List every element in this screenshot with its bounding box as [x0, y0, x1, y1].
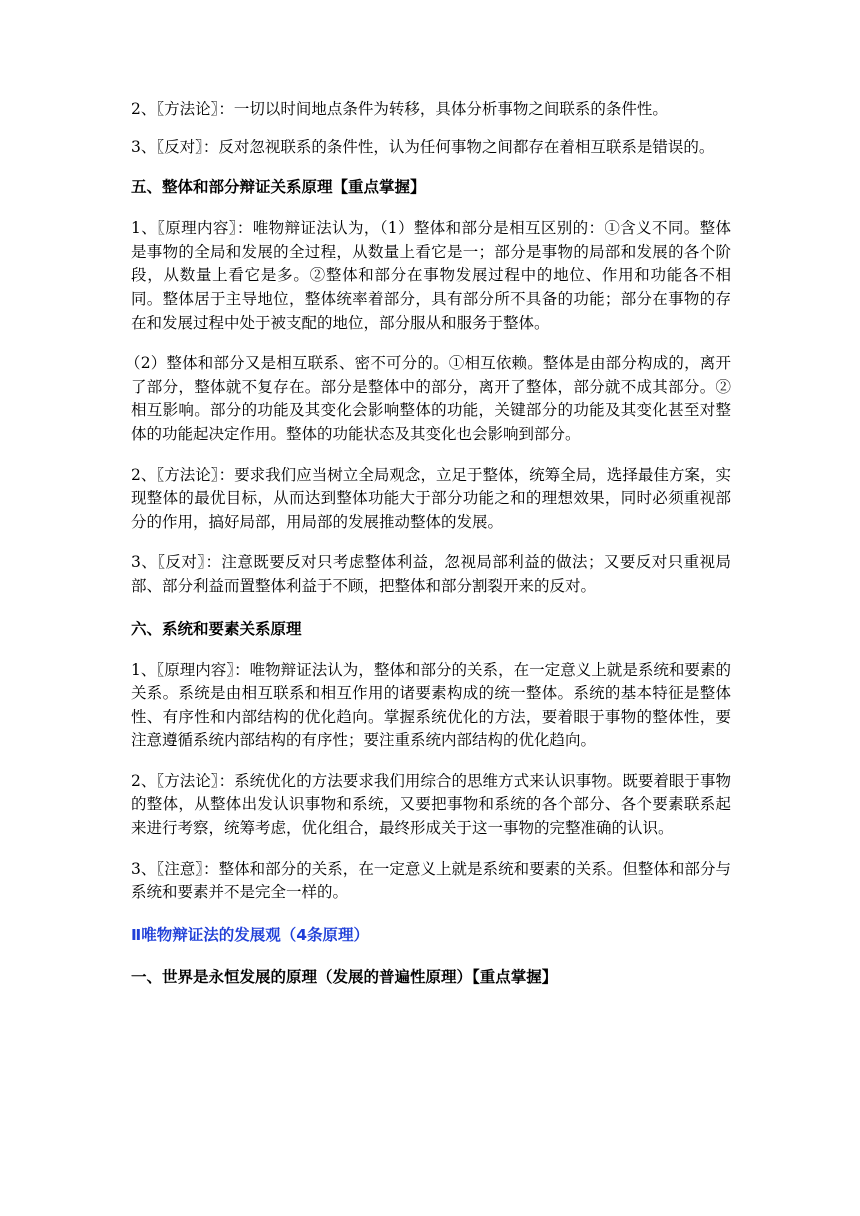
- principle-paragraph-system-element: 1、〖原理内容〗：唯物辩证法认为，整体和部分的关系，在一定意义上就是系统和要素的关系。系统是由相互联系和相互作用的诸要素构成的统一整体。系统的基本特征是整体性、有序性和内部结构的优化趋向。掌握系统优化的方法，要着眼于事物的整体性，要注意遵循系统内部结构的有序性；要注重系统内部结构的优化趋向。: [131, 660, 731, 750]
- methodology-paragraph-whole-part: 2、〖方法论〗：要求我们应当树立全局观念，立足于整体，统筹全局，选择最佳方案，实现整体的最优目标，从而达到整体功能大于部分功能之和的理想效果，同时必须重视部分的作用，搞好局部，用局部的发展推动整体的发展。: [131, 465, 731, 531]
- oppose-paragraph-whole-part: 3、〖反对〗：注意既要反对只考虑整体利益，忽视局部利益的做法；又要反对只重视局部、部分利益而置整体利益于不顾，把整体和部分割裂开来的反对。: [131, 553, 731, 595]
- section-heading-whole-part: 五、整体和部分辩证关系原理【重点掌握】: [131, 178, 426, 197]
- section-heading-eternal-development: 一、世界是永恒发展的原理（发展的普遍性原理）【重点掌握】: [131, 967, 558, 986]
- methodology-paragraph-connection: 2、〖方法论〗：一切以时间地点条件为转移，具体分析事物之间联系的条件性。: [131, 100, 668, 118]
- section-heading-system-element: 六、系统和要素关系原理: [131, 619, 302, 638]
- principle-paragraph-whole-part-2: （2）整体和部分又是相互联系、密不可分的。①相互依赖。整体是由部分构成的，离开了部分，整体就不复存在。部分是整体中的部分，离开了整体，部分就不成其部分。②相互影响。部分的功能及其变化会影响整体的功能，关键部分的功能及其变化甚至对整体的功能起决定作用。整体的功能状态及其变化也会影响到部分。: [125, 354, 731, 443]
- principle-paragraph-whole-part: 1、〖原理内容〗：唯物辩证法认为，（1）整体和部分是相互区别的：①含义不同。整体是事物的全局和发展的全过程，从数量上看它是一；部分是事物的局部和发展的各个阶段，从数量上看它是多。②整体和部分在事物发展过程中的地位、作用和功能各不相同。整体居于主导地位，整体统率着部分，具有部分所不具备的功能；部分在事物的存在和发展过程中处于被支配的地位，部分服从和服务于整体。: [131, 219, 731, 332]
- oppose-paragraph-connection: 3、〖反对〗：反对忽视联系的条件性，认为任何事物之间都存在着相互联系是错误的。: [131, 137, 715, 156]
- note-paragraph-system-element: 3、〖注意〗：整体和部分的关系，在一定意义上就是系统和要素的关系。但整体和部分与系统和要素并不是完全一样的。: [131, 859, 731, 902]
- part-heading-development-view: Ⅱ唯物辩证法的发展观（4条原理）: [131, 925, 369, 944]
- document-page: [125, 98, 731, 1007]
- methodology-paragraph-system-element: 2、〖方法论〗：系统优化的方法要求我们用综合的思维方式来认识事物。既要着眼于事物的整体，从整体出发认识事物和系统，又要把事物和系统的各个部分、各个要素联系起来进行考察，统筹考虑，优化组合，最终形成关于这一事物的完整准确的认识。: [131, 771, 731, 838]
